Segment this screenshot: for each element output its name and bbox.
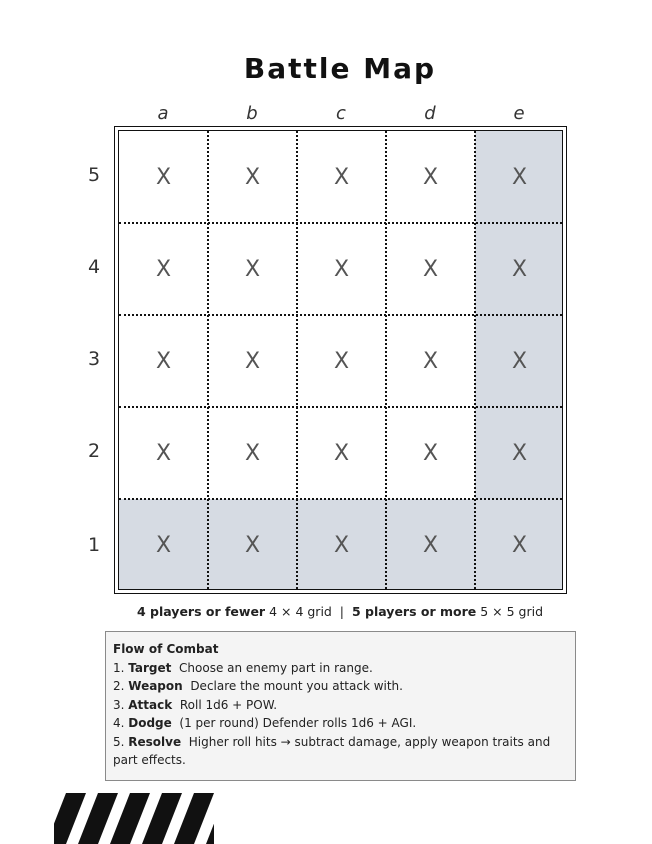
grid-cell-c4[interactable]: X: [297, 223, 386, 315]
grid-cell-e4[interactable]: X: [475, 223, 563, 315]
grid-cell-e1[interactable]: X: [475, 499, 563, 590]
combat-step-5: [113, 733, 569, 770]
grid-line-vertical: [296, 131, 298, 589]
step-name: Weapon: [128, 679, 183, 693]
grid-cell-a2[interactable]: X: [119, 407, 208, 499]
grid-line-vertical: [385, 131, 387, 589]
grid-line-horizontal: [119, 314, 562, 316]
grid-cell-a1[interactable]: X: [119, 499, 208, 590]
step-name: Attack: [128, 697, 173, 712]
page-title: Battle Map: [243, 52, 437, 85]
step-name: Resolve: [128, 734, 182, 749]
column-label-a: a: [157, 103, 169, 124]
grid-cell-e2[interactable]: X: [475, 407, 563, 499]
flow-of-combat-box: [105, 631, 576, 781]
row-label-5: 5: [87, 164, 101, 186]
row-label-2: 2: [87, 440, 101, 462]
grid-note-large-label: 5 players or more: [351, 604, 477, 619]
grid-cell-c3[interactable]: X: [297, 315, 386, 407]
row-label-1: 1: [87, 534, 101, 556]
step-text: Higher roll hits → subtract damage, apply weapon traits and part effects.: [113, 734, 555, 767]
column-label-e: e: [513, 103, 525, 124]
column-label-b: b: [246, 103, 258, 124]
combat-step-1: [113, 659, 569, 678]
column-label-d: d: [424, 103, 436, 124]
combat-step-3: [113, 696, 569, 715]
grid-note-large-size: 5 × 5 grid: [476, 604, 544, 619]
grid-line-vertical: [207, 131, 209, 589]
combat-step-4: [113, 714, 569, 733]
grid-cell-c1[interactable]: X: [297, 499, 386, 590]
step-number: 5.: [113, 734, 129, 749]
battle-grid: [118, 130, 563, 590]
grid-cell-d4[interactable]: X: [386, 223, 475, 315]
step-name: Dodge: [128, 716, 172, 730]
grid-cell-c2[interactable]: X: [297, 407, 386, 499]
grid-size-note: [0, 604, 652, 619]
grid-cell-d3[interactable]: X: [386, 315, 475, 407]
grid-cell-b2[interactable]: X: [208, 407, 297, 499]
step-text: (1 per round) Defender rolls 1d6 + AGI.: [171, 716, 417, 730]
step-number: 2.: [113, 679, 129, 693]
step-number: 4.: [113, 716, 129, 730]
combat-step-2: [113, 677, 569, 696]
grid-note-small-size: 4 × 4 grid: [265, 604, 332, 619]
grid-cell-b5[interactable]: X: [208, 131, 297, 223]
grid-cell-a4[interactable]: X: [119, 223, 208, 315]
grid-line-horizontal: [119, 406, 562, 408]
column-label-c: c: [336, 103, 346, 124]
row-label-3: 3: [87, 348, 101, 370]
step-number: 3.: [113, 697, 129, 712]
grid-cell-b1[interactable]: X: [208, 499, 297, 590]
step-text: Roll 1d6 + POW.: [172, 697, 278, 712]
grid-cell-b4[interactable]: X: [208, 223, 297, 315]
grid-cell-e5[interactable]: X: [475, 131, 563, 223]
grid-note-small-label: 4 players or fewer: [136, 604, 266, 619]
grid-cell-d2[interactable]: X: [386, 407, 475, 499]
step-number: 1.: [113, 660, 129, 675]
grid-line-horizontal: [119, 498, 562, 500]
grid-cell-c5[interactable]: X: [297, 131, 386, 223]
step-text: Declare the mount you attack with.: [182, 679, 403, 693]
step-text: Choose an enemy part in range.: [171, 660, 373, 675]
combat-title: Flow of Combat: [113, 642, 219, 656]
row-label-4: 4: [87, 256, 101, 278]
grid-cell-d1[interactable]: X: [386, 499, 475, 590]
grid-cell-a3[interactable]: X: [119, 315, 208, 407]
grid-line-horizontal: [119, 222, 562, 224]
grid-line-vertical: [474, 131, 476, 589]
hazard-stripes-decoration: [54, 793, 214, 844]
grid-cell-d5[interactable]: X: [386, 131, 475, 223]
grid-note-separator: |: [331, 604, 352, 619]
grid-cell-e3[interactable]: X: [475, 315, 563, 407]
step-name: Target: [128, 660, 172, 675]
grid-cell-a5[interactable]: X: [119, 131, 208, 223]
grid-cell-b3[interactable]: X: [208, 315, 297, 407]
